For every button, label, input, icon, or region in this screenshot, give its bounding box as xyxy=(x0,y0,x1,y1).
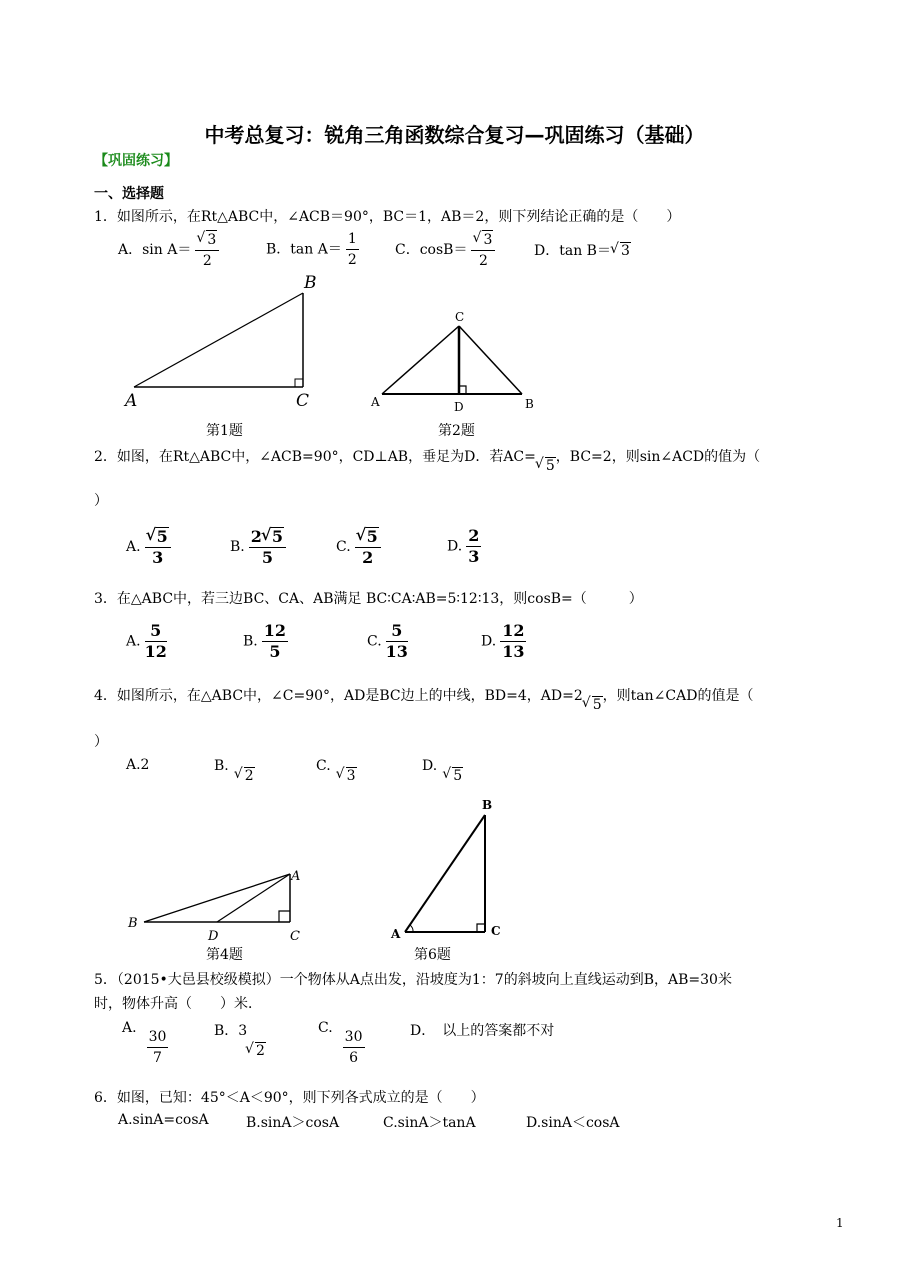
question-4-close: ） xyxy=(94,734,108,750)
page-title: 中考总复习：锐角三角函数综合复习—巩固练习（基础） xyxy=(204,123,705,147)
question-3-text: 3．在△ABC中，若三边BC、CA、AB满足 BC∶CA∶AB=5∶12∶13，则cosB=（ ） xyxy=(94,591,643,607)
fig4-label-b: B xyxy=(128,916,138,931)
fig2-label-b: B xyxy=(525,397,534,411)
q3-option-c: C. $\frac{5}{13}$ xyxy=(367,621,408,661)
fig6-label-b: B xyxy=(482,798,493,812)
q4-option-d: D.√ 5 xyxy=(422,757,457,774)
question-6-text: 6．如图，已知：45°＜A＜90°，则下列各式成立的是（ ） xyxy=(94,1090,485,1106)
q2-option-d: D. $\frac{2}{3}$ xyxy=(447,526,480,566)
question-4-text: 4．如图所示，在△ABC中，∠C=90°，AD是BC边上的中线，BD=4，AD=2√ 5，则tan∠CAD的值是（ xyxy=(94,685,753,705)
q4-option-b: B.√ 2 xyxy=(214,757,249,774)
figure-2 xyxy=(365,305,545,415)
q5-option-b: B．3 √ 2 xyxy=(214,1020,266,1059)
q1-option-a: A．sin A＝ √ $\frac{3}{2}$ xyxy=(118,230,219,270)
q5-option-a: A. $\frac{30}{7}$ xyxy=(122,1020,167,1066)
question-5-text-line2: 时，物体升高（ ）米． xyxy=(94,996,262,1012)
question-1-text: 1．如图所示，在Rt△ABC中，∠ACB＝90°，BC＝1，AB＝2，则下列结论正确的是（ ） xyxy=(94,209,681,225)
section-heading: 一、选择题 xyxy=(94,186,164,202)
q3-option-a: A. $\frac{5}{12}$ xyxy=(126,621,167,661)
question-2-text: 2．如图，在Rt△ABC中，∠ACB=90°，CD⊥AB，垂足为D．若AC=√ 5，BC=2，则sin∠ACD的值为（ xyxy=(94,446,760,466)
fig1-label-b: B xyxy=(304,273,317,293)
q2-option-b: B. $\frac{2√ 5}{5}$ xyxy=(230,527,286,567)
fig2-side-bc xyxy=(459,326,522,394)
q3-option-d: D. $\frac{12}{13}$ xyxy=(481,621,525,661)
fig6-angle-a-mark xyxy=(410,925,413,932)
figure-6-caption: 第6题 xyxy=(414,947,451,963)
q1-option-c: C．cosB＝ √ $\frac{3}{2}$ xyxy=(395,230,495,270)
fig2-label-d: D xyxy=(454,400,464,414)
q2-option-a: A. √ $\frac{5}{3}$ xyxy=(126,527,171,567)
fig4-label-a: A xyxy=(291,869,301,884)
fig2-label-c: C xyxy=(455,310,465,324)
q5-option-d: D． 以上的答案都不对 xyxy=(410,1023,555,1039)
fig6-side-ab xyxy=(405,815,485,932)
fig4-label-c: C xyxy=(290,929,300,944)
fig4-side-ab xyxy=(144,874,290,922)
question-2-close: ） xyxy=(94,493,108,509)
fig4-label-d: D xyxy=(208,929,219,944)
section-label: 【巩固练习】 xyxy=(94,153,178,169)
figure-6 xyxy=(385,795,515,945)
q5-option-c: C. $\frac{30}{6}$ xyxy=(318,1020,363,1066)
q6-option-a: A.sinA=cosA xyxy=(118,1112,209,1128)
fig6-label-a: A xyxy=(391,927,401,941)
q1-option-b: B．tan A＝ $\frac{1}{2}$ xyxy=(266,231,357,268)
fig1-label-a: A xyxy=(125,391,138,411)
figure-4 xyxy=(120,860,320,944)
fig1-right-angle-mark xyxy=(295,379,303,387)
fig6-label-c: C xyxy=(491,924,501,938)
fig2-side-ac xyxy=(382,326,459,394)
fig2-label-a: A xyxy=(371,395,380,409)
fig4-right-angle-mark xyxy=(279,911,290,922)
figure-2-caption: 第2题 xyxy=(438,423,475,439)
fig1-side-ab xyxy=(134,293,303,387)
q6-option-c: C.sinA＞tanA xyxy=(383,1115,476,1131)
q6-option-b: B.sinA＞cosA xyxy=(246,1115,340,1131)
fig6-right-angle-mark xyxy=(477,924,485,932)
q4-option-a: A.2 xyxy=(126,757,150,773)
figure-1 xyxy=(120,270,330,412)
figure-1-caption: 第1题 xyxy=(206,423,243,439)
fig1-label-c: C xyxy=(296,391,310,411)
q3-option-b: B. $\frac{12}{5}$ xyxy=(243,621,287,661)
q4-option-c: C.√ 3 xyxy=(316,757,351,774)
page-number: 1 xyxy=(836,1216,844,1230)
q6-option-d: D.sinA＜cosA xyxy=(526,1115,620,1131)
q2-option-c: C. √ $\frac{5}{2}$ xyxy=(336,527,381,567)
question-5-text: 5．（2015•大邑县校级模拟）一个物体从A点出发，沿坡度为1：7的斜坡向上直线运动到B，AB=30米 xyxy=(94,972,732,988)
figure-4-caption: 第4题 xyxy=(206,947,243,963)
q1-option-d: D．tan B＝√ 3 xyxy=(534,240,631,260)
